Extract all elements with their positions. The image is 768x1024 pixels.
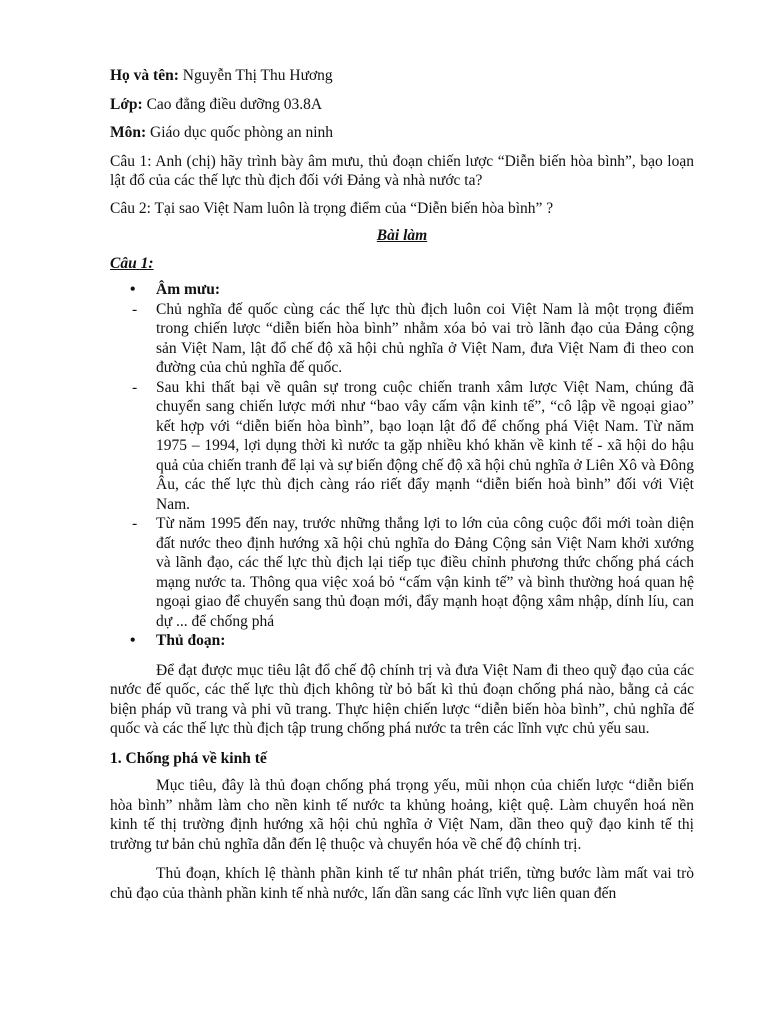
bullet-icon: • — [130, 632, 136, 649]
list-item-text: Từ năm 1995 đến nay, trước những thắng lợi to lớn của công cuộc đổi mới toàn diện đất nước theo định hướng xã hội chủ nghĩa do Đảng Cộng sản Việt Nam khởi xướng và lãnh đạo, các thế lực thù địch lại tiếp tục điều chỉnh phương thức chống phá cách mạng nước ta. Thông qua việc xoá bỏ “cấm vận kinh tế” và bình thường hoá quan hệ ngoại giao để chuyển sang thủ đoạn mới, đẩy mạnh hoạt động xâm nhập, dính líu, can dự ... để chống phá — [156, 515, 694, 630]
class-line — [110, 95, 694, 115]
class-label: Lớp: — [110, 95, 143, 113]
question-1: Câu 1: Anh (chị) hãy trình bày âm mưu, thủ đoạn chiến lược “Diễn biến hòa bình”, bạo loạn lật đổ của các thế lực thù địch đối với Đảng và nhà nước ta? — [110, 152, 694, 189]
am-muu-list — [110, 300, 694, 632]
subject-label: Môn: — [110, 124, 147, 141]
bullet-icon: • — [130, 281, 136, 298]
am-muu-section — [110, 280, 694, 300]
list-item — [110, 378, 694, 515]
list-item-text: Sau khi thất bại về quân sự trong cuộc chiến tranh xâm lược Việt Nam, chúng đã chuyển sang chiến lược mới như “bao vây cấm vận kinh tế”, “cô lập về ngoại giao” kết hợp với “diễn biến hòa bình”, bạo loạn lật đổ để chống phá Việt Nam. Từ năm 1975 – 1994, lợi dụng thời kì nước ta gặp nhiều khó khăn về kinh tế - xã hội do hậu quả của chiến tranh để lại và sự biến động chế độ xã hội chủ nghĩa ở Liên Xô và Đông Âu, các thế lực thù địch càng ráo riết đẩy mạnh “diễn biến hoà bình” đối với Việt Nam. — [156, 378, 694, 513]
question-2: Câu 2: Tại sao Việt Nam luôn là trọng điểm của “Diễn biến hòa bình” ? — [110, 199, 554, 217]
am-muu-label: Âm mưu: — [156, 281, 220, 298]
dash-icon: - — [132, 515, 138, 532]
subject-value: Giáo dục quốc phòng an ninh — [146, 124, 333, 141]
student-name-line — [110, 66, 694, 86]
section-1-para-1: Mục tiêu, đây là thủ đoạn chống phá trọng yếu, mũi nhọn của chiến lược “diễn biến hòa bình” nhằm làm cho nền kinh tế nước ta khủng hoảng, kiệt quệ. Làm chuyển hoá nền kinh tế thị trường định hướng xã hội chủ nghĩa ở Việt Nam, dần theo quỹ đạo kinh tế thị trường tư bản chủ nghĩa dẫn đến lệ thuộc và chuyển hóa về chế độ chính trị. — [110, 777, 694, 853]
name-value: Nguyễn Thị Thu Hương — [178, 67, 333, 84]
section-1-para-2: Thủ đoạn, khích lệ thành phần kinh tế tư nhân phát triển, từng bước làm mất vai trò chủ đạo của thành phần kinh tế nhà nước, lấn dần sang các lĩnh vực liên quan đến — [110, 865, 694, 902]
list-item — [110, 300, 694, 378]
section-1-heading: 1. Chống phá về kinh tế — [110, 749, 267, 767]
subject-line — [110, 123, 694, 143]
thu-doan-intro: Để đạt được mục tiêu lật đổ chế độ chính trị và đưa Việt Nam đi theo quỹ đạo của các nước đế quốc, các thế lực thù địch không từ bỏ bất kì thủ đoạn chống phá nào, bằng cả các biện pháp vũ trang và phi vũ trang. Thực hiện chiến lược “diễn biến hòa bình”, chủ nghĩa đế quốc và các thế lực thù địch tập trung chống phá nước ta trên các lĩnh vực chủ yếu sau. — [110, 661, 694, 737]
answer-1-heading: Câu 1: — [110, 254, 154, 272]
thu-doan-label: Thủ đoạn: — [156, 632, 226, 649]
list-item — [110, 514, 694, 631]
dash-icon: - — [132, 300, 138, 318]
answer-title: Bài làm — [376, 227, 428, 244]
class-value: Cao đẳng điều dưỡng 03.8A — [142, 95, 323, 113]
dash-icon: - — [132, 378, 138, 396]
thu-doan-section — [110, 631, 694, 651]
name-label: Họ và tên: — [110, 67, 179, 84]
thu-doan-bullet — [110, 631, 694, 651]
list-item-text: Chủ nghĩa đế quốc cùng các thế lực thù địch luôn coi Việt Nam là một trọng điểm trong chiến lược “diễn biến hòa bình” nhằm xóa bỏ vai trò lãnh đạo của Đảng cộng sản Việt Nam, lật đổ chế độ xã hội chủ nghĩa ở Việt Nam, đưa Việt Nam đi theo con đường của chủ nghĩa đế quốc. — [156, 300, 694, 376]
am-muu-bullet — [110, 280, 694, 300]
